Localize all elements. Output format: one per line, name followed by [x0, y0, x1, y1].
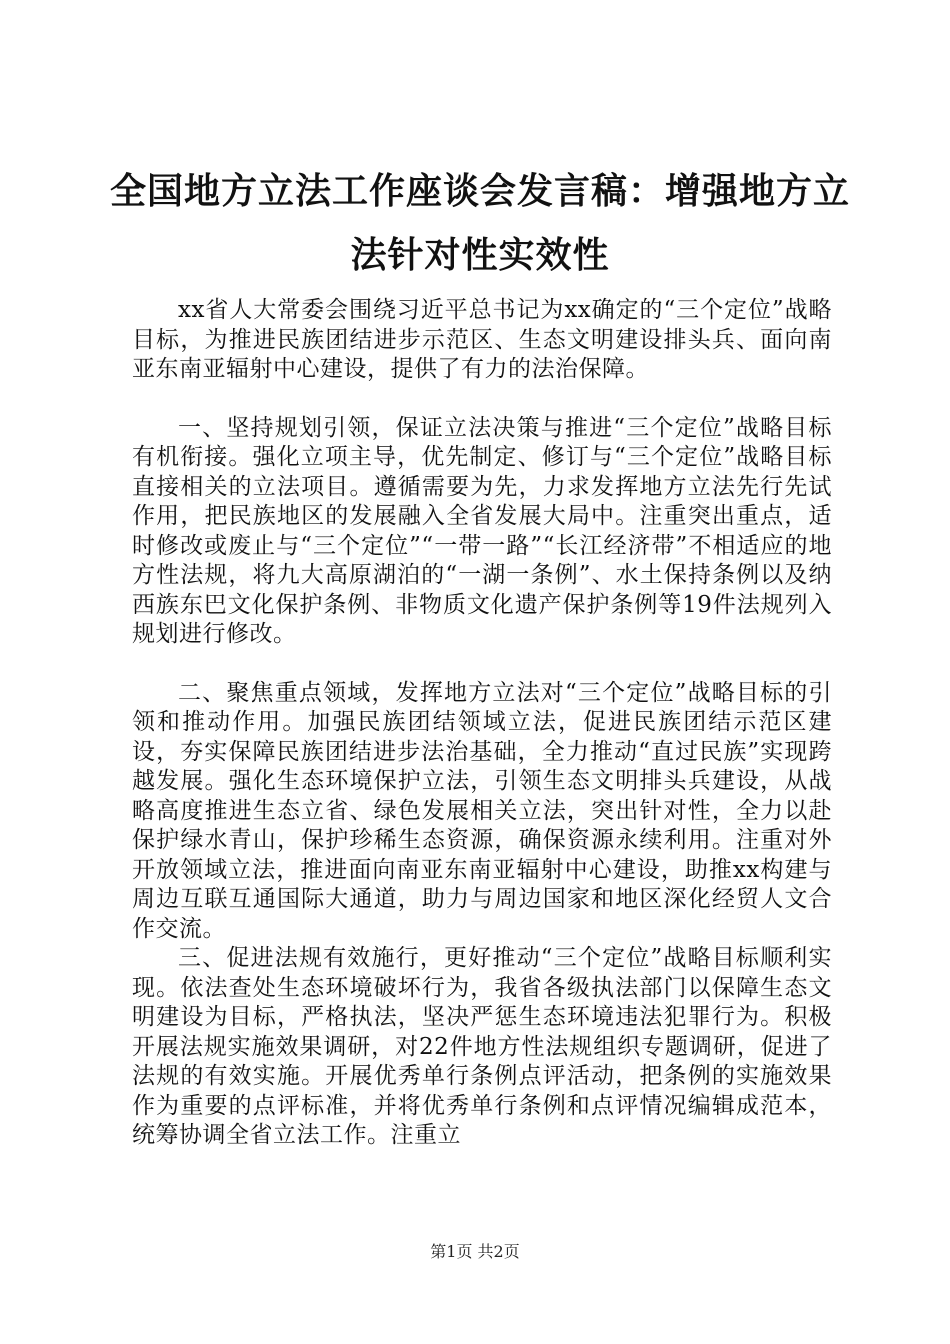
section-one-paragraph: 一、坚持规划引领，保证立法决策与推进“三个定位”战略目标有机衔接。强化立项主导，优先制定、修订与“三个定位”战略目标直接相关的立法项目。遵循需要为先，力求发挥地方立法先行先试作用，把民族地区的发展融入全省发展大局中。注重突出重点，适时修改或废止与“三个定位”“一带一路”“长江经济带”不相适应的地方性法规，将九大高原湖泊的“一湖一条例”、水土保持条例以及纳西族东巴文化保护条例、非物质文化遗产保护条例等19件法规列入规划进行修改。: [132, 414, 832, 647]
page-footer: 第1页 共2页: [430, 1242, 520, 1261]
document-title: 全国地方立法工作座谈会发言稿：增强地方立法针对性实效性: [109, 171, 850, 276]
document-body: [132, 296, 832, 1151]
section-three-paragraph: 三、促进法规有效施行，更好推动“三个定位”战略目标顺利实现。依法查处生态环境破坏行为，我省各级执法部门以保障生态文明建设为目标，严格执法，坚决严惩生态环境违法犯罪行为。积极开展法规实施效果调研，对22件地方性法规组织专题调研，促进了法规的有效实施。开展优秀单行条例点评活动，把条例的实施效果作为重要的点评标准，并将优秀单行条例和点评情况编辑成范本，统筹协调全省立法工作。注重立: [132, 945, 832, 1148]
section-two-paragraph: 二、聚焦重点领域，发挥地方立法对“三个定位”战略目标的引领和推动作用。加强民族团结领域立法，促进民族团结示范区建设，夯实保障民族团结进步法治基础，全力推动“直过民族”实现跨越发展。强化生态环境保护立法，引领生态文明排头兵建设，从战略高度推进生态立省、绿色发展相关立法，突出针对性，全力以赴保护绿水青山，保护珍稀生态资源，确保资源永续利用。注重对外开放领域立法，推进面向南亚东南亚辐射中心建设，助推xx构建与周边互联互通国际大通道，助力与周边国家和地区深化经贸人文合作交流。: [132, 679, 832, 942]
intro-paragraph: xx省人大常委会围绕习近平总书记为xx确定的“三个定位”战略目标，为推进民族团结进步示范区、生态文明建设排头兵、面向南亚东南亚辐射中心建设，提供了有力的法治保障。: [132, 297, 832, 382]
